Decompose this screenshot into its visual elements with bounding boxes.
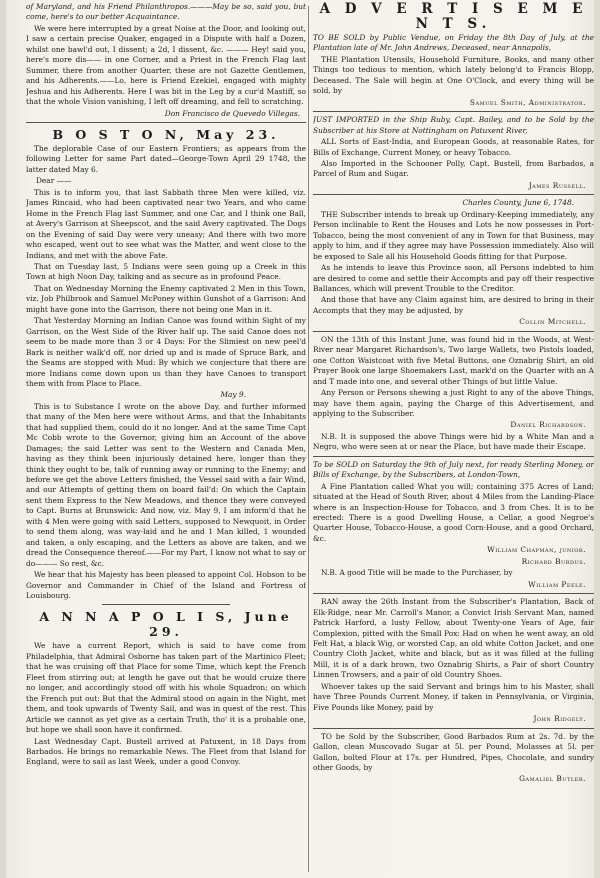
ad-signature: James Russell. (528, 180, 586, 190)
column-rule (308, 6, 309, 872)
ad-signature: John Ridgely. (533, 714, 586, 724)
ad-dateline: Charles County, June 6, 1748. (462, 198, 574, 208)
ad-body: ALL Sorts of East-India, and European Goods, at reasonable Rates, for Bills of Exchange, Current Money, or heavy Tobacco. (313, 137, 594, 157)
ad-signature: Samuel Smith, Administrator. (469, 97, 586, 107)
news-paragraph: This is to inform you, that last Sabbath three Men were killed, viz. James Rincaid, who had been captivated near two Years, and who came Home in the French Flag last Summer, and one Car, and I think one Ball, at Avery's Garrison at Sheepscot, and the said Avery captivated. The Dogs on the Evening of said Day were very uneasy; And there with two more who escaped, went out to see what was the Matter, and went close to the Indians, and met with the above Fate. (26, 187, 306, 260)
news-paragraph: That on Tuesday last, 5 Indians were seen going up a Creek in this Town at high Noon Day, talking and as secure as in profound Peace. (26, 261, 306, 282)
section-divider (26, 122, 306, 123)
ad-body: THE Plantation Utensils, Household Furniture, Books, and many other Things too tedious to mention, which lately belong'd to Francis Blopp, Deceased. The Sale will begin at One O'Clock, and every thing will be sold, by (313, 54, 594, 96)
page-edge-left (0, 0, 6, 878)
news-paragraph: The deplorable Case of our Eastern Frontiers; as appears from the following Letter for same Part dated—George-Town April 29 1748, the latter dated May 6. (26, 143, 306, 174)
ad-signature: Collin Mitchell. (519, 317, 586, 327)
dialogue-paragraph: of Maryland, and his Friend Philanthropos.———May be so, said you, but come, here's to our better Acquaintance. (26, 2, 306, 22)
section-divider (102, 604, 231, 605)
ad-body: Also Imported in the Schooner Polly, Capt. Bustell, from Barbados, a Parcel of Rum and Sugar. (313, 158, 594, 179)
news-paragraph: We hear that his Majesty has been pleased to appoint Col. Hobson to be Governor and Commander in Chief of the Island and Fortress of Louisbourg. (26, 570, 306, 601)
ad-signature: Gamaliel Butler. (519, 774, 586, 784)
ad-divider (313, 111, 594, 112)
ad-body: RAN away the 26th Instant from the Subscriber's Plantation, Back of Elk-Ridge, near Mr. Carroll's Manor, a Convict Irish Servant Man, named Patrick Harford, a lusty Fellow, about Twenty-one Years of Age, fair Complexion, pitted with the Small Pox: Had on when he went away, an old Felt Hat, a black Wig, or worsted Cap, an old white Cotton Jacket, and one Country Cloth Jacket, white and black, but as it was filled at the fulling Mill, it is of a dark brown, two Oznabrig Shirts, a Pair of short Country Linnen Trowsers, and a pair of old Country Shoes. (313, 597, 594, 680)
ad-divider (313, 593, 594, 594)
essay-signature: Don Francisco de Quevedo Villegas. (164, 108, 300, 118)
ad-body: As he intends to leave this Province soon, all Persons indebted to him are desired to come and settle their Accompts and pay off their respective Ballances, which will prevent Trouble to the Creditor. (313, 263, 594, 293)
right-column (313, 2, 594, 876)
news-paragraph: We have a current Report, which is said to have come from Philadelphia, that Admiral Osborne has taken part of the Martinico Fleet; that he was cruising off that Place for some Time, which kept the French Fleet from stirring out; at length he gave out that he would cruize there no longer, and accordingly stood off with his whole Squadron; on which the French put out: But that the Admiral stood on again in the Night, met them, and took upwards of Twenty Sail, and was in quest of the rest. This Article we cannot as yet give as a certain Truth, tho' it is a probable one, but hope we shall soon have it confirmed. (26, 641, 306, 735)
news-paragraph: Last Wednesday Capt. Bustell arrived at Patuxent, in 18 Days from Barbados. He brings no remarkable News. The Fleet from that Island for England, were to sail as last Week, under a good Convoy. (26, 736, 306, 767)
boston-dateline: B O S T O N, May 23. (52, 126, 280, 142)
ad-body: Whoever takes up the said Servant and brings him to his Master, shall have Three Pounds Current Money, if taken in Pennsylvania, or Virginia, Five Pounds like Money, paid by (313, 681, 594, 712)
ad-signature: William Chapman, junior. (487, 545, 586, 555)
page-edge-right (594, 0, 600, 878)
ad-lead: JUST IMPORTED in the Ship Ruby, Capt. Bailey, and to be Sold by the Subscriber at his Store at Nottingham on Patuxent River, (313, 115, 594, 135)
ad-body: THE Subscriber intends to break up Ordinary-Keeping immediately, any Person inclinable to Rent the Houses and Lots he now possesses in Port-Tobacco, being the most convenient of any in Town for that Business, may apply to him, and if they agree may have Possession immediately. Also will be exposed to Sale all his Household Goods fitting for that Purpose. (313, 209, 594, 261)
advertisements-header: A D V E R T I S E M E N T S. (319, 2, 588, 32)
news-paragraph: That on Wednesday Morning the Enemy captivated 2 Men in this Town, viz. Job Philbrook and Samuel McPoney within Gunshot of a Garrison: And might have gone into the Garrison, there not being one Man in it. (26, 283, 306, 314)
ad-note: N.B. It is supposed the above Things were hid by a White Man and a Negro, who were seen at or near the Place, but have made their Escape. (313, 431, 594, 452)
ad-signature: William Peele. (528, 579, 586, 589)
ad-body: Any Person or Persons shewing a just Right to any of the above Things, may have them again, paying the Charge of this Advertisement, and applying to the Subscriber. (313, 388, 594, 418)
news-paragraph: That Yesterday Morning an Indian Canoe was found within Sight of my Garrison, on the West Side of the River half up. The said Canoe does not seem to be made more than 3 or 4 Days: For the Slimiest on new peel'd Bark is neither walk'd off, nor dried up and is made of Spruce Bark, and the Seams are stopped with Mud: By which we conjecture that there are more Indians come down upon us than they have Canoes to transport them with from Place to Place. (26, 316, 306, 388)
letter-date: May 9. (220, 390, 246, 400)
ad-body: ON the 13th of this Instant June, was found hid in the Woods, at West-River near Margaret Richardson's, Two large Wallets, two Pistols loaded, one Cotton Waistcoat with five Metal Buttons, one Oznabrig Shirt, an old Prayer Book one large Shoemakers Last, mark'd on the Quarter with an A and T made into one, and several other Things of but little Value. (313, 334, 594, 386)
ad-body: TO be Sold by the Subscriber, Good Barbados Rum at 2s. 7d. by the Gallon, clean Muscovado Sugar at 5l. per Pound, Molasses at 5l. per Gallon, bolted Flour at 17s. per Hundred, Pipes, Chocolate, and sundry other Goods, by (313, 731, 594, 772)
annapolis-dateline: A N N A P O L I S, June 29. (39, 609, 293, 640)
ad-note: N.B. A good Title will be made to the Purchaser, by (321, 568, 513, 578)
ad-signature: Daniel Richardson. (510, 420, 586, 430)
dialogue-paragraph: We were here interrupted by a great Noise at the Door, and looking out, I saw a certain precise Quaker, engaged in a Dispute with half a Dozen, whilst one bawl'd out, I dissent; a 2d, I dissent, &c. ——— Hey! said you, here's more dis—— in one Corner, and a Priest in the French Flag last Summer, there from another Quarter, these are not Gazette Gentlemen, and his Adherents.——Lo, here is Friend Ezekiel, engaged with mighty Jeshua and his Adherents. Here I was bit in the Leg by a cur'd Mastiff, so that the whole Vision vanishing, I left off dreaming, and fell to scratching. (26, 23, 306, 107)
ad-divider (313, 331, 594, 332)
ad-lead: TO BE SOLD by Public Vendue, on Friday the 8th Day of July, at the Plantation late of Mr. John Andrews, Deceased, near Annapolis, (313, 33, 594, 53)
ad-divider (313, 194, 594, 195)
ad-lead: To be SOLD on Saturday the 9th of July next, for ready Sterling Money, or Bills of Exchange, by the Subscribers, at London-Town, (313, 459, 594, 480)
ad-divider (313, 728, 594, 729)
ad-divider (313, 456, 594, 457)
ad-signature: Richard Burdus. (521, 556, 586, 566)
news-paragraph: This is to Substance I wrote on the above Day, and further informed that many of the Men here were without Arms, and that the Inhabitants that had supplied them, could do it no longer. And at the same Time Capt Mc Cobb wrote to the Governor, giving him an Account of the above Damages; the said Letter was sent to the Western and Canada Men, having as they think been injuriously detained here, longer than they think they ought to be, talk of running away or running to the Enemy; and before we get the above Letters finished, the Vessel said with a fair Wind, and our Attempts of getting them on board fail'd: On which the Captain sent them Express to the New Meadows, and thence they were conveyed to Capt. Burns at Brunswick: And now, viz. May 9, I am inform'd that he with 4 Men were going with said Letters, supposed to Newquoit, in Order to send them along, was way-laid and he and 1 Man killed, 1 wounded and taken, a only escaping, and the Letters as above are taken, and we dread the Consequence thereof.——For my Part, I know not what to say or do——— So rest, &c. (26, 401, 306, 568)
ad-body: A Fine Plantation called What you will; containing 375 Acres of Land; situated at the Head of South River, about 4 Miles from the Landing-Place where is an Inspection-House for Tobacco, and 3 from Ches. It is to be erected: There is a good Dwelling House, a Cellar, a good Negroe's Quarter House, Tobacco-House, a good Corn-House, and a good Orchard, &c. (313, 481, 594, 543)
letter-salutation: Dear —— (36, 176, 72, 186)
ad-body: And those that have any Claim against him, are desired to bring in their Accompts that they may be adjusted, by (313, 295, 594, 315)
left-column (26, 2, 306, 876)
